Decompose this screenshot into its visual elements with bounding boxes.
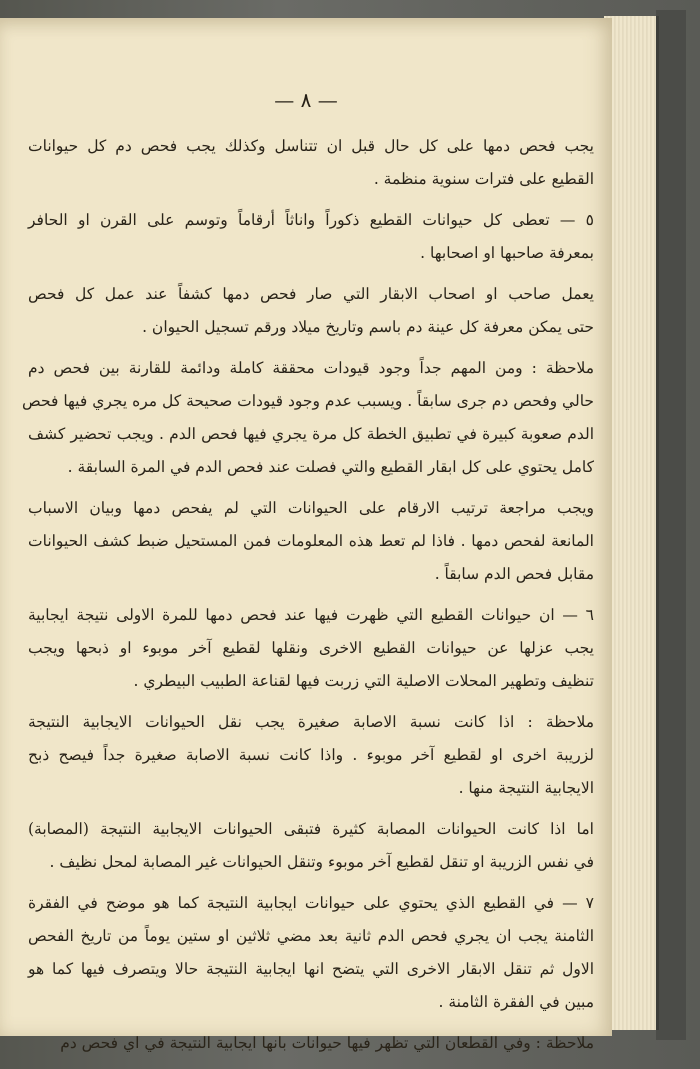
text-line: ٧ — في القطيع الذي يحتوي على حيوانات ايجابية النتيجة كما هو موضح في الفقرة bbox=[28, 894, 594, 912]
text-line: ويجب مراجعة ترتيب الارقام على الحيوانات التي لم يفحص دمها وبيان الاسباب bbox=[28, 499, 594, 517]
text-line: تنظيف وتطهير المحلات الاصلية التي زربت فيها لقناعة الطبيب البيطري . bbox=[133, 672, 594, 690]
paragraph bbox=[28, 813, 594, 879]
text-line: المانعة لفحص دمها . فاذا لم تعط هذه المعلومات فمن المستحيل ضبط كشف الحيوانات bbox=[28, 532, 594, 550]
paragraph bbox=[28, 492, 594, 591]
text-line: ملاحظة : ومن المهم جداً وجود قيودات محققة كاملة ودائمة للقارنة بين فحص دم bbox=[28, 359, 594, 377]
page-number: — ٨ — bbox=[274, 88, 338, 112]
text-line: ملاحظة : وفي القطعان التي تظهر فيها حيوانات بانها ايجابية النتيجة في اي فحص دم bbox=[60, 1034, 594, 1052]
page-edges bbox=[604, 16, 659, 1030]
paragraph bbox=[28, 887, 594, 1019]
text-line: يجب فحص دمها على كل حال قبل ان تتناسل وكذلك يجب فحص دم كل حيوانات bbox=[28, 137, 594, 155]
text-line: مقابل فحص الدم سابقاً . bbox=[434, 565, 594, 583]
text-line: ملاحظة : اذا كانت نسبة الاصابة صغيرة يجب نقل الحيوانات الايجابية النتيجة bbox=[28, 713, 594, 731]
page-body bbox=[21, 130, 594, 1068]
text-line: في نفس الزريبة او تنقل لقطيع آخر موبوء وتنقل الحيوانات غير المصابة لمحل نظيف . bbox=[49, 853, 594, 871]
text-line: لزريبة اخرى او لقطيع آخر موبوء . واذا كانت نسبة الاصابة صغيرة جداً فيصح ذبح bbox=[28, 746, 594, 764]
text-line: الدم صعوبة كبيرة في تطبيق الخطة كل مرة يجري فيها فحص الدم . ويجب تحضير كشف bbox=[28, 425, 594, 443]
book-page bbox=[0, 18, 612, 1052]
paragraph bbox=[28, 599, 594, 698]
text-line: ٦ — ان حيوانات القطيع التي ظهرت فيها عند فحص دمها للمرة الاولى نتيجة ايجابية bbox=[28, 606, 594, 624]
text-line: الايجابية النتيجة منها . bbox=[458, 779, 594, 797]
text-line: حالي وفحص دم جرى سابقاً . ويسبب عدم وجود قيودات صحيحة كل مره يجري فيها فحص bbox=[21, 392, 594, 410]
paragraph bbox=[28, 706, 594, 805]
paragraph bbox=[28, 204, 594, 270]
text-line: الثامنة يجب ان يجري فحص الدم ثانية بعد مضي ثلاثين او ستين يوماً من تاريخ الفحص bbox=[28, 927, 594, 945]
text-line: الاول ثم تنقل الابقار الاخرى التي يتضح انها ايجابية النتيجة حالا ويتصرف فيها كما هو bbox=[28, 960, 594, 978]
text-line: كامل يحتوي على كل ابقار القطيع والتي فصلت عند فحص الدم في المرة السابقة . bbox=[67, 458, 594, 476]
paragraph bbox=[21, 352, 594, 484]
text-line: يعمل صاحب او اصحاب الابقار التي صار فحص دمها كشفاً عند عمل كل فحص bbox=[28, 285, 594, 303]
paragraph bbox=[28, 278, 594, 344]
book-cover-edge bbox=[656, 10, 686, 1040]
text-line: اما اذا كانت الحيوانات المصابة كثيرة فتبقى الحيوانات الايجابية النتيجة (المصابة) bbox=[28, 820, 594, 838]
text-line: ٥ — تعطى كل حيوانات القطيع ذكوراً واناثاً أرقاماً وتوسم على القرن او الحافر bbox=[28, 211, 594, 229]
text-line: القطيع على فترات سنوية منظمة . bbox=[373, 170, 594, 188]
paragraph bbox=[28, 1027, 594, 1060]
text-line: بمعرفة صاحبها او اصحابها . bbox=[420, 244, 594, 262]
text-line: مبين في الفقرة الثامنة . bbox=[438, 993, 594, 1011]
text-line: يجب عزلها عن حيوانات القطيع الاخرى ونقلها لقطيع آخر موبوء او ذبحها ويجب bbox=[28, 639, 594, 657]
paragraph bbox=[28, 130, 594, 196]
text-line: حتى يمكن معرفة كل عينة دم باسم وتاريخ ميلاد ورقم تسجيل الحيوان . bbox=[142, 318, 594, 336]
